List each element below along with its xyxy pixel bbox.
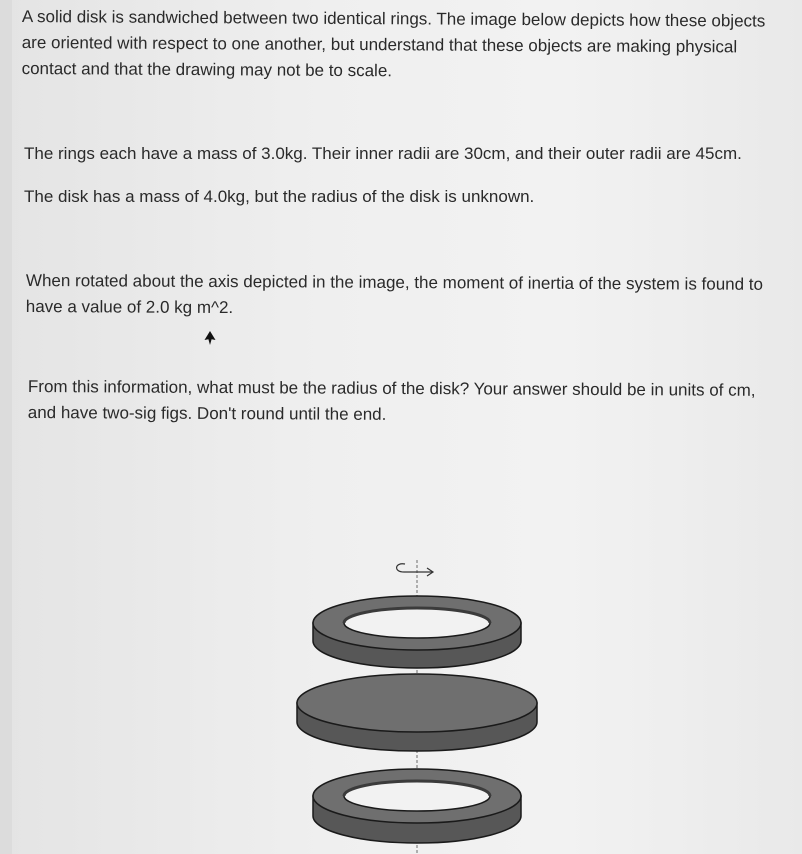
disk-properties (24, 184, 534, 210)
question-prompt (28, 374, 756, 430)
ring-properties-line-1: The rings each have a mass of 3.0kg. Their inner radii are 30cm, and their outer radii are 45cm. (24, 144, 742, 163)
mouse-cursor-icon (203, 330, 217, 346)
bottom-ring (313, 769, 521, 843)
problem-intro-line-3: contact and that the drawing may not be to scale. (21, 58, 393, 81)
middle-disk (297, 674, 537, 751)
moment-of-inertia-line-1: When rotated about the axis depicted in the image, the moment of inertia of the system is found to (25, 270, 764, 294)
moment-of-inertia-statement (26, 268, 763, 324)
problem-intro-line-2: are oriented with respect to one another, but understand that these objects are making physical (21, 32, 738, 57)
question-prompt-line-2: and have two-sig figs. Don't round until the end. (27, 402, 387, 424)
problem-intro (22, 4, 766, 87)
left-edge-shadow (0, 0, 12, 854)
question-prompt-line-1: From this information, what must be the radius of the disk? Your answer should be in units of cm, (27, 376, 756, 400)
top-ring (313, 596, 521, 668)
disk-properties-line-1: The disk has a mass of 4.0kg, but the radius of the disk is unknown. (24, 187, 535, 206)
moment-of-inertia-line-2: have a value of 2.0 kg m^2. (25, 296, 234, 318)
rotation-arrow-icon (397, 564, 432, 572)
ring-disk-ring-diagram (280, 540, 560, 854)
problem-intro-line-1: A solid disk is sandwiched between two identical rings. The image below depicts how these objects (21, 6, 766, 31)
ring-properties (24, 141, 742, 167)
